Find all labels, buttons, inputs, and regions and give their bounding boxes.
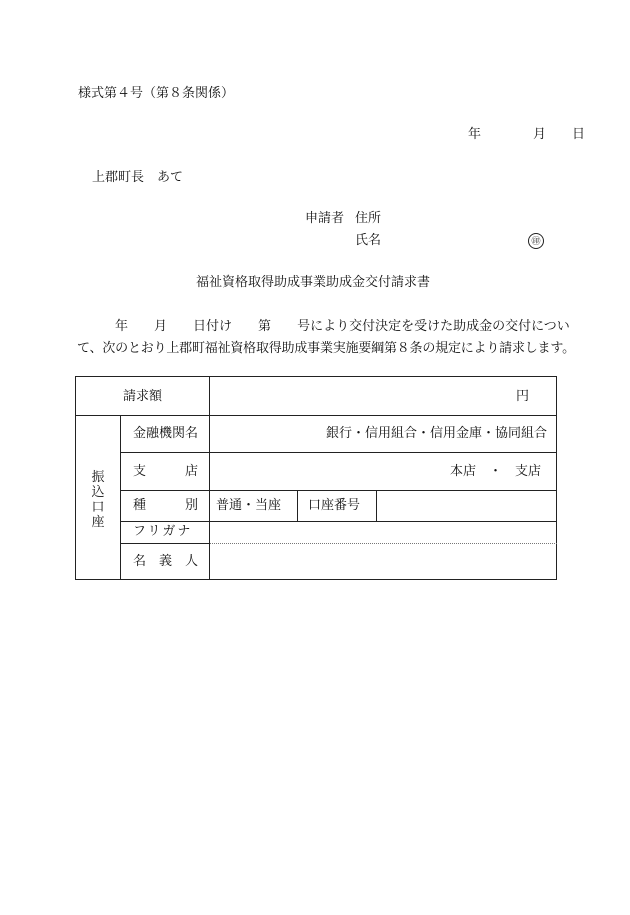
body-dated: 日付け (193, 319, 233, 334)
amount-unit: 円 (516, 389, 530, 404)
body-line-1 (77, 316, 570, 338)
form-number: 様式第４号（第８条関係） (78, 86, 235, 101)
col-divider (120, 415, 121, 580)
col-divider (209, 376, 210, 580)
row-divider (120, 452, 557, 453)
row-divider (75, 415, 557, 416)
body-month: 月 (154, 319, 168, 334)
type-label-1: 種 (133, 498, 147, 513)
body-year: 年 (115, 319, 129, 334)
row-divider (120, 490, 557, 491)
amount-label: 請求額 (123, 389, 163, 404)
body-rest: 号により交付決定を受けた助成金の交付につい (297, 319, 570, 334)
addressee-suffix: あて (157, 170, 184, 185)
addressee-title: 上郡町長 (92, 170, 145, 185)
date-month: 月 (533, 127, 547, 142)
furigana-label: フリガナ (133, 524, 193, 539)
account-number-label: 口座番号 (308, 498, 361, 513)
body-no: 第 (258, 319, 272, 334)
branch-label-1: 支 (133, 464, 147, 479)
institution-options: 銀行・信用組合・信用金庫・協同組合 (326, 426, 548, 441)
type-options: 普通・当座 (216, 498, 282, 513)
seal-mark: ㊞ (528, 233, 544, 249)
addressee (92, 170, 183, 186)
row-divider (120, 521, 557, 522)
branch-label-2: 店 (185, 464, 199, 479)
institution-label: 金融機関名 (133, 426, 199, 441)
name-label: 氏名 (355, 233, 382, 248)
branch-options: 本店 ・ 支店 (450, 464, 542, 479)
row-divider-dotted (209, 543, 557, 544)
date-line (468, 127, 585, 143)
col-divider (297, 490, 298, 521)
col-divider (376, 490, 377, 521)
date-year: 年 (468, 127, 482, 142)
type-label-2: 別 (185, 498, 199, 513)
holder-label: 名 義 人 (133, 554, 199, 569)
body-line-2: て、次のとおり上郡町福祉資格取得助成事業実施要綱第８条の規定により請求します。 (77, 341, 575, 356)
document-body (77, 316, 575, 360)
address-label: 住所 (355, 211, 382, 226)
date-day: 日 (572, 127, 586, 142)
document-title: 福祉資格取得助成事業助成金交付請求書 (196, 275, 431, 290)
applicant-label: 申請者 (305, 211, 345, 226)
row-divider (120, 543, 209, 544)
account-group-label: 振込口座 (91, 470, 105, 530)
